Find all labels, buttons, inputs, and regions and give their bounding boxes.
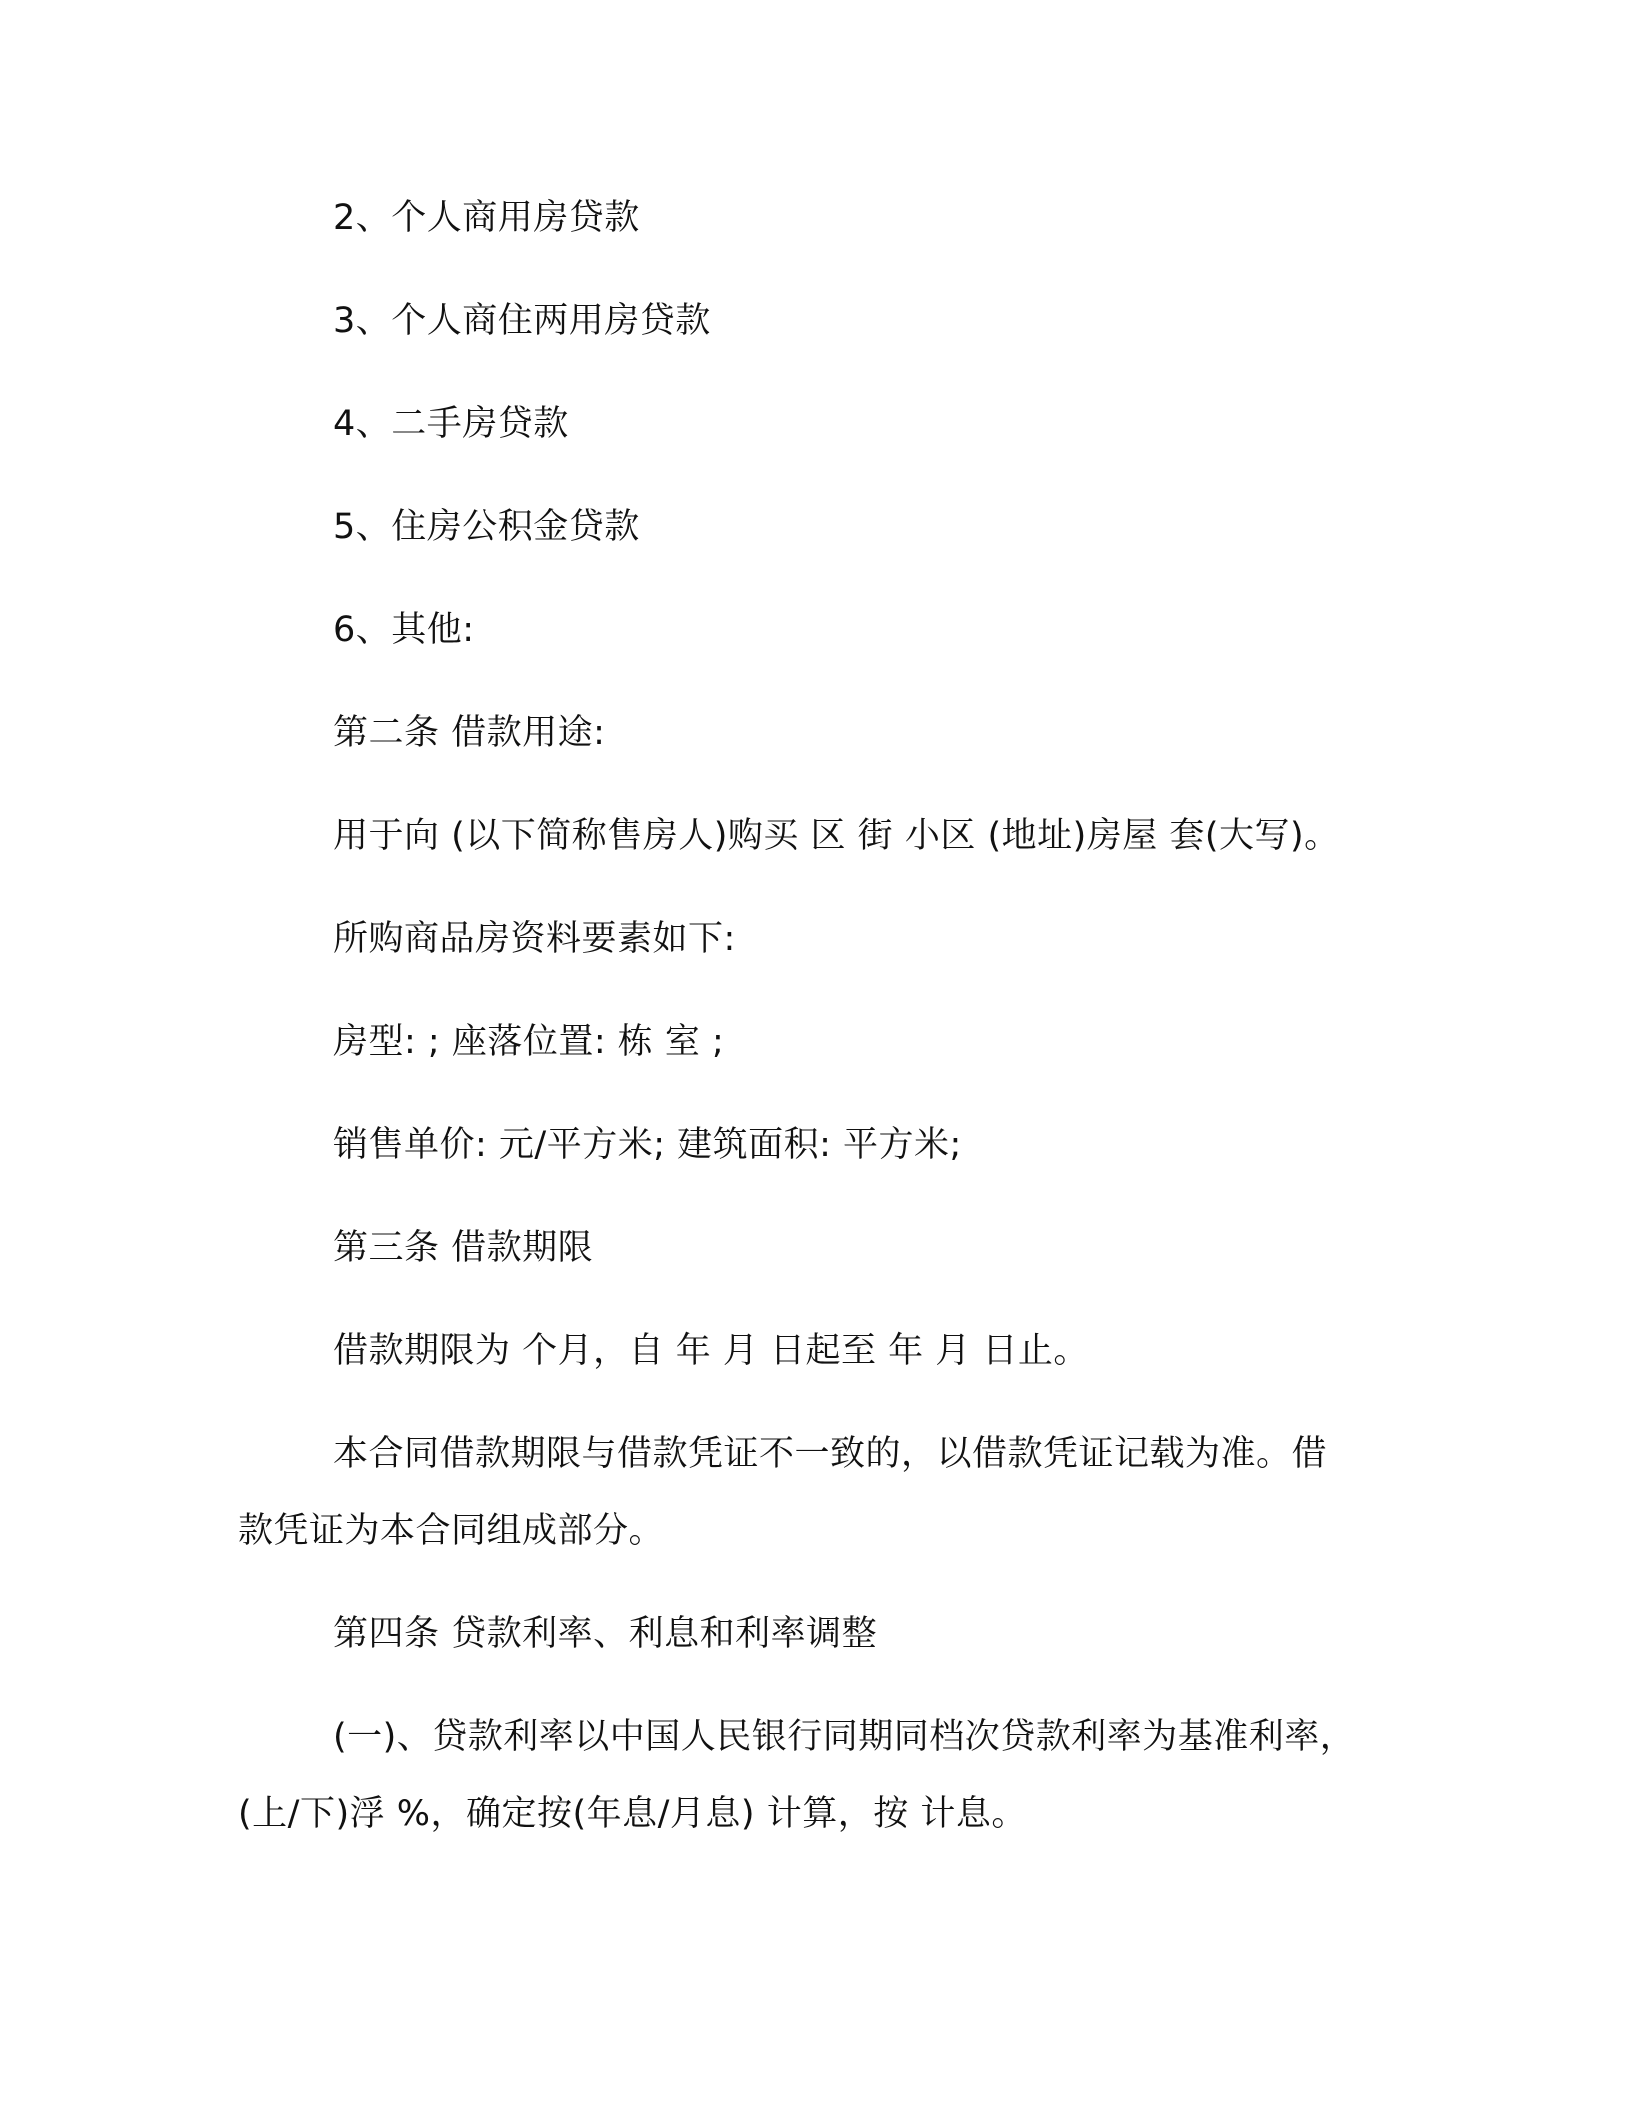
property-info-intro: 所购商品房资料要素如下: <box>333 919 736 959</box>
article-2-purpose-text: 用于向 (以下简称售房人)购买 区 街 小区 (地址)房屋 套(大写)。 <box>333 816 1340 856</box>
article-3-heading: 第三条 借款期限 <box>333 1228 594 1268</box>
loan-term-text: 借款期限为 个月，自 年 月 日起至 年 月 日止。 <box>333 1331 1089 1371</box>
article-4-heading: 第四条 贷款利率、利息和利率调整 <box>333 1614 878 1654</box>
article-2-heading: 第二条 借款用途: <box>333 713 606 753</box>
loan-type-item-3: 3、个人商住两用房贷款 <box>333 301 711 341</box>
loan-type-item-4: 4、二手房贷款 <box>333 404 569 444</box>
property-layout-location: 房型: ; 座落位置: 栋 室 ; <box>333 1022 725 1062</box>
loan-term-precedence-line-1: 本合同借款期限与借款凭证不一致的，以借款凭证记载为准。借 <box>333 1434 1328 1474</box>
loan-type-item-2: 2、个人商用房贷款 <box>333 198 640 238</box>
interest-rate-line-2: (上/下)浮 %，确定按(年息/月息) 计算，按 计息。 <box>238 1794 1027 1834</box>
property-price-area: 销售单价: 元/平方米; 建筑面积: 平方米; <box>333 1125 962 1165</box>
interest-rate-line-1: (一)、贷款利率以中国人民银行同期同档次贷款利率为基准利率， <box>333 1717 1356 1757</box>
loan-type-item-5: 5、住房公积金贷款 <box>333 507 640 547</box>
loan-type-item-6: 6、其他: <box>333 610 475 650</box>
loan-term-precedence-line-2: 款凭证为本合同组成部分。 <box>238 1511 665 1551</box>
